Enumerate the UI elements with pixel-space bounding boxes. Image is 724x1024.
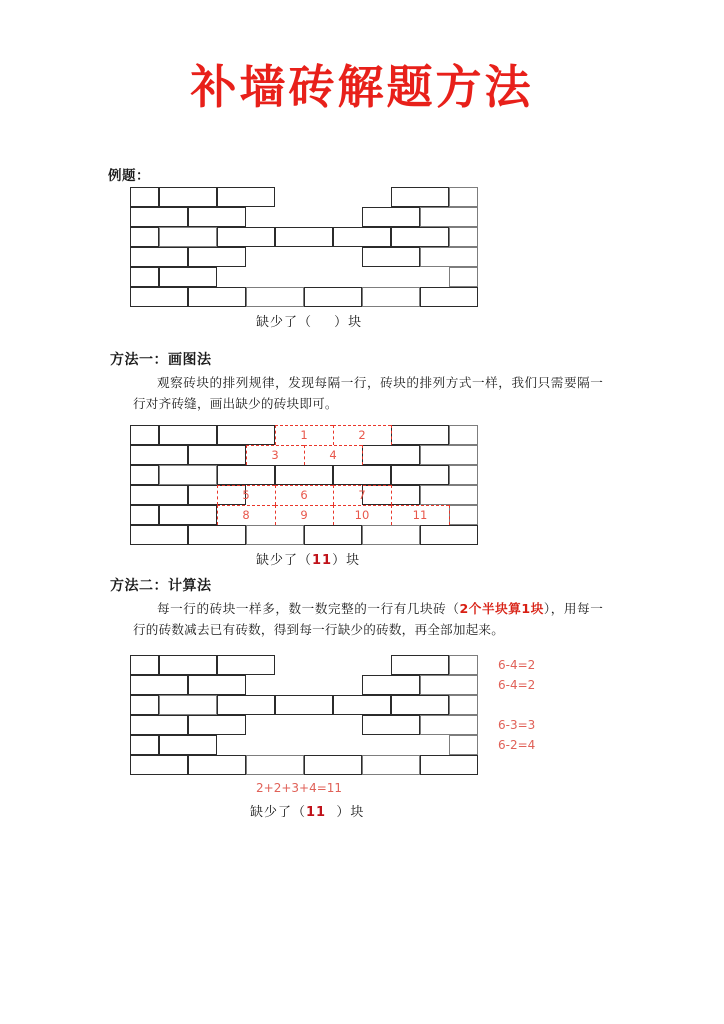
missing-brick-edge (333, 505, 391, 506)
missing-brick-edge (275, 505, 333, 506)
caption-m2-prefix: 缺少了（ (250, 805, 307, 820)
missing-brick-divider (304, 445, 305, 465)
method-2-body (133, 598, 603, 640)
missing-brick-edge (333, 485, 391, 486)
caption-m1-value: 11 (312, 553, 333, 568)
missing-brick-number: 11 (412, 508, 428, 522)
method-2-sum: 2+2+3+4=11 (256, 781, 343, 795)
brick (333, 227, 391, 247)
missing-brick-number: 3 (271, 448, 279, 462)
brick (130, 207, 188, 227)
brick (246, 755, 304, 775)
brick (391, 227, 449, 247)
wall-row (130, 227, 478, 247)
brick (188, 715, 246, 735)
brick (159, 267, 217, 287)
row-calculation: 6-3=3 (498, 718, 536, 732)
brick (130, 227, 159, 247)
missing-brick-edge (217, 485, 275, 486)
method-2-text-after: ），用每一行的砖数减去已有砖数，得到每一行缺少的砖数，再全部加起来。 (133, 601, 603, 637)
brick (362, 755, 420, 775)
brick (130, 735, 159, 755)
missing-brick-overlay (130, 425, 478, 545)
brick (130, 695, 159, 715)
method-1-text: 观察砖块的排列规律，发现每隔一行，砖块的排列方式一样，我们只需要隔一行对齐砖缝，画出缺少的砖块即可。 (133, 375, 603, 411)
caption-method-1 (256, 549, 360, 568)
brick (159, 187, 217, 207)
brick (449, 187, 478, 207)
brick (159, 735, 217, 755)
brick (391, 695, 449, 715)
brick (449, 695, 478, 715)
missing-brick-divider (333, 505, 334, 525)
brick (159, 227, 217, 247)
brick (391, 655, 449, 675)
caption-example-value (312, 315, 334, 330)
brick (362, 287, 420, 307)
wall-row (130, 247, 478, 267)
brick (420, 675, 478, 695)
brick (449, 735, 478, 755)
method-2-text-before: 每一行的砖块一样多，数一数完整的一行有几块砖（ (157, 601, 460, 616)
brick (130, 655, 159, 675)
brick (304, 287, 362, 307)
brick (188, 247, 246, 267)
caption-example (256, 311, 362, 330)
missing-brick-number: 1 (300, 428, 308, 442)
missing-brick-divider (391, 485, 392, 505)
missing-brick-divider (246, 445, 247, 465)
wall-diagram-example (130, 187, 478, 307)
brick (391, 187, 449, 207)
method-1-body (133, 372, 603, 414)
wall-row (130, 715, 478, 735)
missing-brick-divider (391, 425, 392, 445)
wall-diagram-method-2 (130, 655, 478, 775)
missing-brick-edge (246, 445, 304, 446)
missing-brick-edge (304, 445, 362, 446)
missing-brick-divider (333, 485, 334, 505)
brick (420, 207, 478, 227)
wall-row (130, 287, 478, 307)
missing-brick-divider (217, 485, 218, 505)
missing-brick-divider (275, 485, 276, 505)
brick (420, 247, 478, 267)
wall-diagram-method-1 (130, 425, 478, 545)
example-label: 例题： (108, 168, 150, 184)
brick (362, 247, 420, 267)
caption-m1-suffix: ）块 (332, 553, 361, 568)
missing-brick-number: 4 (329, 448, 337, 462)
missing-brick-edge (333, 425, 391, 426)
brick (130, 267, 159, 287)
missing-brick-number: 7 (358, 488, 366, 502)
brick (188, 755, 246, 775)
brick (130, 187, 159, 207)
brick (130, 675, 188, 695)
brick (130, 715, 188, 735)
brick (188, 675, 246, 695)
brick (130, 755, 188, 775)
missing-brick-number: 5 (242, 488, 250, 502)
wall-row (130, 207, 478, 227)
method-2-heading: 方法二：计算法 (110, 578, 212, 594)
row-calculation: 6-2=4 (498, 738, 536, 752)
brick (246, 287, 304, 307)
brick (130, 287, 188, 307)
missing-brick-divider (362, 445, 363, 465)
brick (449, 227, 478, 247)
brick (159, 695, 217, 715)
missing-brick-number: 9 (300, 508, 308, 522)
wall-row (130, 735, 478, 755)
wall-row (130, 675, 478, 695)
method-2-emphasis: 2个半块算1块 (459, 601, 544, 616)
missing-brick-edge (217, 505, 275, 506)
brick (275, 227, 333, 247)
brick (217, 695, 275, 715)
missing-brick-divider (449, 505, 450, 525)
caption-example-prefix: 缺少了（ (256, 315, 313, 330)
missing-brick-divider (391, 505, 392, 525)
brick (362, 675, 420, 695)
wall-row (130, 695, 478, 715)
caption-m1-prefix: 缺少了（ (256, 553, 313, 568)
brick (420, 755, 478, 775)
brick (275, 695, 333, 715)
brick (217, 227, 275, 247)
row-calculation: 6-4=2 (498, 678, 536, 692)
brick (449, 655, 478, 675)
caption-m2-suffix: ）块 (326, 805, 365, 820)
missing-brick-edge (275, 485, 333, 486)
brick (217, 187, 275, 207)
wall-row (130, 267, 478, 287)
missing-brick-divider (217, 505, 218, 525)
caption-m2-value: 11 (306, 805, 327, 820)
brick (217, 655, 275, 675)
brick (188, 287, 246, 307)
brick (159, 655, 217, 675)
brick (333, 695, 391, 715)
missing-brick-number: 2 (358, 428, 366, 442)
missing-brick-number: 10 (354, 508, 370, 522)
missing-brick-edge (391, 505, 449, 506)
wall-row (130, 187, 478, 207)
brick (420, 287, 478, 307)
missing-brick-divider (333, 425, 334, 445)
brick (130, 247, 188, 267)
missing-brick-divider (275, 425, 276, 445)
missing-brick-edge (275, 425, 333, 426)
page-title: 补墙砖解题方法 (190, 60, 534, 114)
wall-row (130, 755, 478, 775)
wall-row (130, 655, 478, 675)
brick (420, 715, 478, 735)
brick (362, 207, 420, 227)
caption-method-2 (250, 801, 364, 820)
missing-brick-number: 8 (242, 508, 250, 522)
caption-example-suffix: ）块 (334, 315, 363, 330)
missing-brick-divider (275, 505, 276, 525)
brick (362, 715, 420, 735)
method-1-heading: 方法一：画图法 (110, 352, 212, 368)
missing-brick-number: 6 (300, 488, 308, 502)
brick (304, 755, 362, 775)
row-calculation: 6-4=2 (498, 658, 536, 672)
brick (188, 207, 246, 227)
brick (449, 267, 478, 287)
